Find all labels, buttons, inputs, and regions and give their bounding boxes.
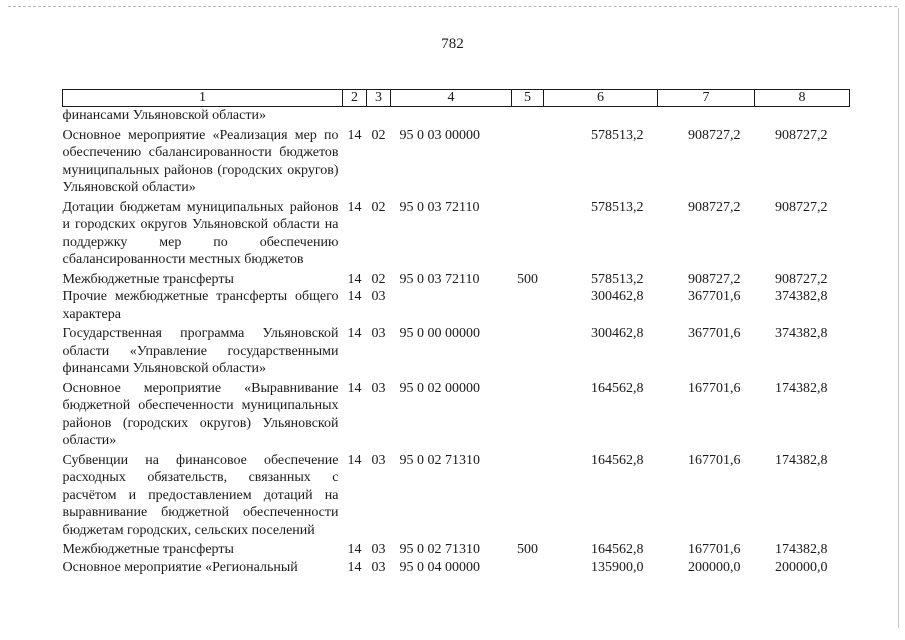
row-target-code: 95 0 03 72110 (399, 199, 480, 215)
col-header-7: 7 (658, 90, 755, 107)
row-value-7: 367701,6 (688, 289, 741, 304)
row-expense-type: 500 (517, 542, 538, 557)
row-value-7: 908727,2 (688, 271, 741, 287)
header-row (63, 90, 850, 107)
row-name: Прочие межбюджетные трансферты общего характера (62, 289, 339, 322)
table-row (63, 450, 850, 540)
row-value-8: 174382,8 (775, 380, 828, 396)
row-value-6: 578513,2 (591, 127, 644, 143)
row-name: Субвенции на финансовое обеспечение расходных обязательств, связанных с расчётом и предоставлением дотаций на выравнивание бюджетной обеспеченности бюджетам городских, сельских поселений (62, 452, 339, 538)
row-section: 14 (347, 199, 362, 215)
col-header-8: 8 (755, 90, 850, 107)
row-subsection: 03 (371, 326, 386, 341)
row-section (343, 107, 367, 125)
row-value-6: 300462,8 (591, 289, 644, 304)
row-value-6 (544, 107, 658, 125)
row-section: 14 (347, 559, 362, 575)
row-value-7: 908727,2 (688, 127, 741, 143)
row-subsection: 03 (371, 289, 386, 304)
row-target-code: 95 0 02 71310 (399, 542, 480, 557)
row-expense-type (512, 378, 544, 450)
row-expense-type (512, 450, 544, 540)
row-value-7: 367701,6 (688, 326, 741, 341)
col-header-1: 1 (63, 90, 343, 107)
row-subsection: 03 (371, 559, 386, 575)
row-value-7: 908727,2 (688, 199, 741, 215)
row-value-8 (755, 107, 850, 125)
row-name: Основное мероприятие «Региональный (62, 559, 298, 575)
row-name: Основное мероприятие «Выравнивание бюджетной обеспеченности муниципальных районов (городских округов) Ульяновской области» (62, 380, 339, 448)
row-target-code: 95 0 03 00000 (399, 127, 480, 143)
table-row (63, 107, 850, 125)
row-name: Государственная программа Ульяновской области «Управление государственными финансами Ульяновской области» (62, 326, 339, 376)
row-value-6: 300462,8 (591, 326, 644, 341)
row-target-code: 95 0 00 00000 (399, 326, 480, 341)
table-row (63, 269, 850, 289)
row-target-code: 95 0 04 00000 (399, 559, 480, 575)
row-value-6: 164562,8 (591, 542, 644, 557)
row-section: 14 (347, 452, 362, 468)
table-row (63, 378, 850, 450)
row-subsection: 02 (371, 271, 386, 287)
scan-edge-right (898, 8, 899, 628)
col-header-4: 4 (391, 90, 512, 107)
row-value-8: 200000,0 (775, 559, 828, 575)
page-number: 782 (441, 36, 464, 52)
row-value-8: 174382,8 (775, 542, 828, 557)
row-expense-type (512, 197, 544, 269)
row-subsection: 03 (371, 452, 386, 468)
row-expense-type (512, 125, 544, 197)
row-section: 14 (347, 326, 362, 341)
row-subsection (367, 107, 391, 125)
row-subsection: 03 (371, 380, 386, 396)
row-section: 14 (347, 127, 362, 143)
row-section: 14 (347, 380, 362, 396)
row-expense-type: 500 (517, 271, 538, 287)
row-value-7: 200000,0 (688, 559, 741, 575)
row-section: 14 (347, 542, 362, 557)
row-expense-type (512, 107, 544, 125)
row-value-7: 167701,6 (688, 452, 741, 468)
row-target-code: 95 0 02 71310 (399, 452, 480, 468)
row-subsection: 02 (371, 199, 386, 215)
col-header-6: 6 (544, 90, 658, 107)
row-name: Дотации бюджетам муниципальных районов и городских округов Ульяновской области на поддержку мер по обеспечению сбалансированности местных бюджетов (62, 199, 339, 267)
row-value-7 (658, 107, 755, 125)
row-target-code (391, 107, 512, 125)
row-name: Межбюджетные трансферты (62, 271, 234, 287)
row-subsection: 02 (371, 127, 386, 143)
row-value-8: 374382,8 (775, 289, 828, 304)
table-row (63, 539, 850, 559)
col-header-5: 5 (512, 90, 544, 107)
row-value-8: 908727,2 (775, 127, 828, 143)
col-header-2: 2 (343, 90, 367, 107)
col-header-3: 3 (367, 90, 391, 107)
row-value-8: 908727,2 (775, 271, 828, 287)
row-section: 14 (347, 271, 362, 287)
row-section: 14 (347, 289, 362, 304)
row-expense-type (512, 288, 544, 323)
row-value-6: 135900,0 (591, 559, 644, 575)
table-row (63, 559, 850, 577)
row-target-code: 95 0 02 00000 (399, 380, 480, 396)
row-value-6: 164562,8 (591, 452, 644, 468)
table-row (63, 323, 850, 378)
row-value-7: 167701,6 (688, 380, 741, 396)
row-target-code (391, 288, 512, 323)
row-expense-type (512, 323, 544, 378)
row-name: финансами Ульяновской области» (62, 108, 266, 123)
row-value-7: 167701,6 (688, 542, 741, 557)
row-value-8: 908727,2 (775, 199, 828, 215)
row-value-8: 374382,8 (775, 326, 828, 341)
row-target-code: 95 0 03 72110 (399, 271, 480, 287)
row-value-8: 174382,8 (775, 452, 828, 468)
row-expense-type (512, 559, 544, 577)
row-value-6: 578513,2 (591, 199, 644, 215)
table-row (63, 197, 850, 269)
row-value-6: 164562,8 (591, 380, 644, 396)
scan-edge-top (8, 6, 897, 7)
row-value-6: 578513,2 (591, 271, 644, 287)
table-row (63, 288, 850, 323)
row-subsection: 03 (371, 542, 386, 557)
row-name: Межбюджетные трансферты (62, 542, 234, 557)
budget-table (62, 89, 850, 576)
row-name: Основное мероприятие «Реализация мер по обеспечению сбалансированности бюджетов муниципальных районов (городских округов) Ульяновской области» (62, 127, 339, 195)
table-row (63, 125, 850, 197)
